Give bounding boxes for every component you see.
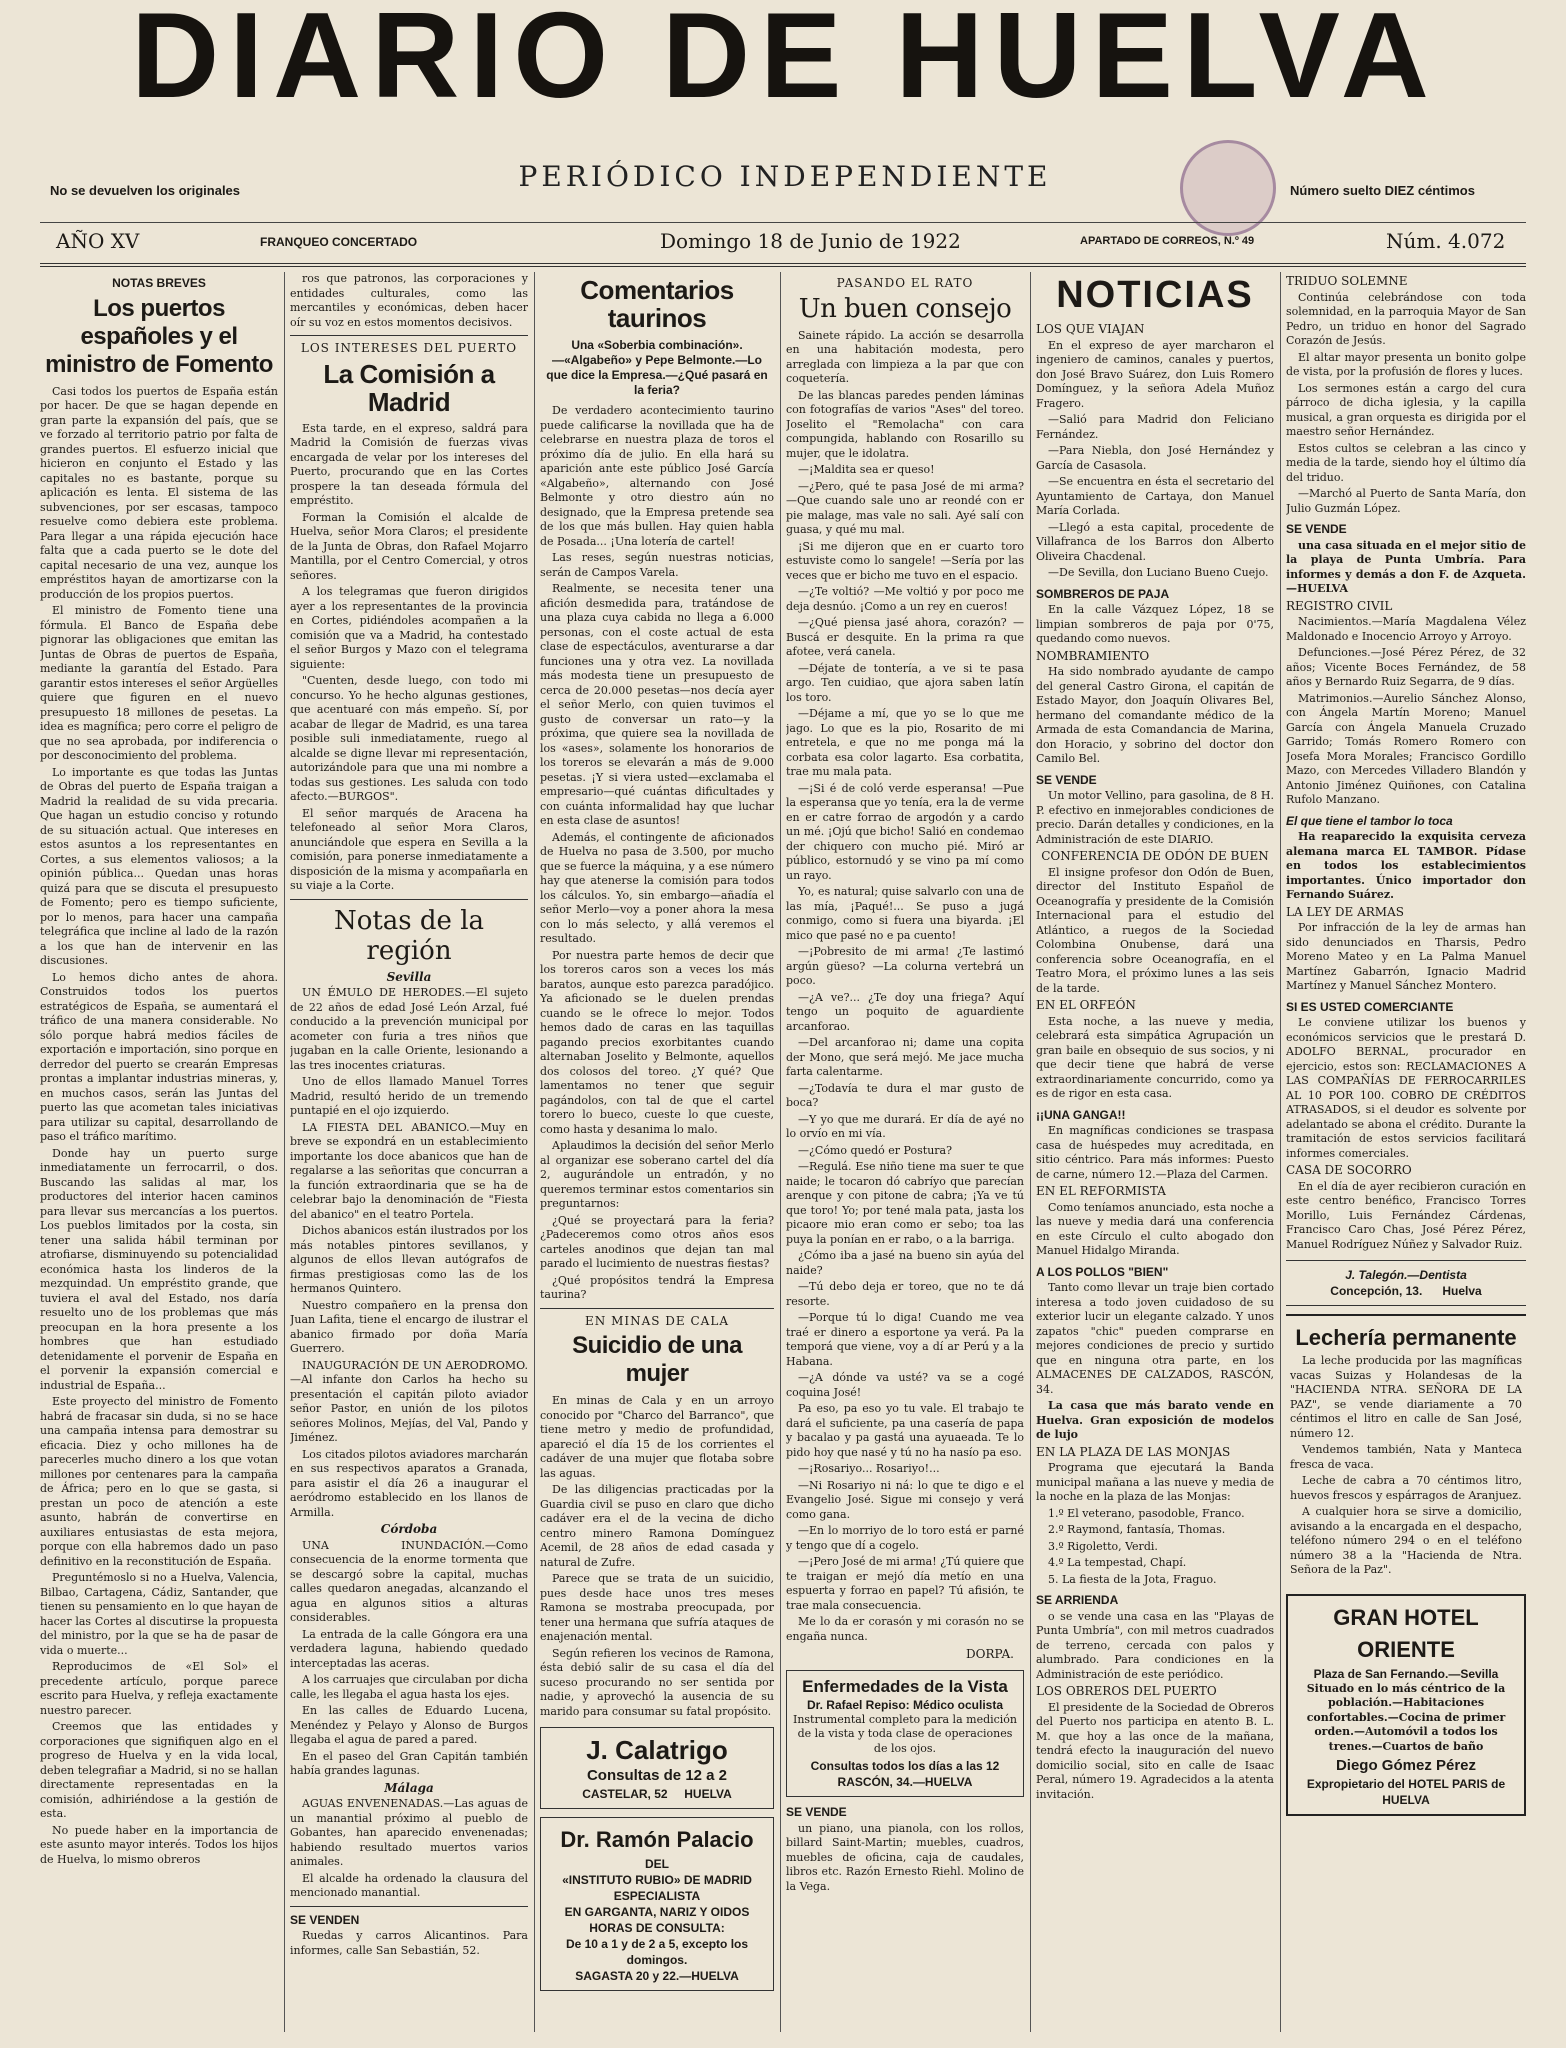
article-body	[40, 385, 278, 1868]
section-heading: SOMBREROS DE PAJA	[1036, 586, 1170, 601]
paragraph: —¿Cómo quedó er Postura?	[798, 1143, 952, 1157]
headline: Notas de la región	[333, 905, 485, 966]
kicker: EN MINAS DE CALA	[585, 1313, 729, 1328]
paragraph: 4.º La tempestad, Chapí.	[1048, 1556, 1187, 1569]
paragraph: Defunciones.—José Pérez Pérez, de 32 años; Vicente Boces Fernández, de 58 años y Bernardo Ruiz Segarra, de 9 días.	[1286, 646, 1526, 688]
article-body	[290, 1539, 528, 1779]
section-heading: SE VENDE	[1036, 772, 1097, 787]
article-body	[290, 422, 528, 894]
paragraph: —Marchó al Puerto de Santa María, don Julio Guzmán López.	[1286, 487, 1526, 515]
section-heading: LOS OBREROS DEL PUERTO	[1036, 1684, 1217, 1698]
paragraph: En las calles de Eduardo Lucena, Menéndez y Pelayo y Alonso de Burgos llegaba el agua de pared a pared.	[290, 1704, 528, 1746]
section-text	[1286, 615, 1526, 808]
paragraph: Estos cultos se celebran a las cinco y media de la tarde, siendo hoy el último día del triduo.	[1286, 441, 1526, 484]
paragraph: —¡Pobresito de mi arma! ¿Te lastimó argún güeso? —La colurna vertebrá un poco.	[786, 945, 1024, 987]
paragraph: Donde hay un puerto surge inmediatamente un ferrocarril, o dos. Buscando las salidas al mar, los productores del interior hacen caminos para llevar sus mercancías a los puertos. Los pueblos limitados por la costa, sin tener una salida hábil terminan por atrofiarse, disminuyendo su potencialidad económica hasta los linderos de la mezquindad. Un empréstito grande, que tuviera el aval del Estado, nos daría resuelto uno de los problemas que más preocupan en la hora presente a los hombres que han estudiado detenidamente el porvenir de España en el porvenir la expansión comercial e industrial de España...	[40, 1146, 278, 1392]
paragraph: Uno de ellos llamado Manuel Torres Madrid, resultó herido de un tremendo puntapié en el ojo izquierdo.	[290, 1075, 528, 1117]
section-heading: NOMBRAMIENTO	[1036, 648, 1150, 663]
paragraph: No puede haber en la importancia de este asunto mayor interés. Todos los hijos de Huelva, lo mismo obreros	[40, 1823, 278, 1866]
paragraph: —En lo morriyo de lo toro está er parné y tengo que dí a cogelo.	[786, 1524, 1024, 1552]
signature: DORPA.	[966, 1647, 1014, 1661]
paragraph: Los sermones están a cargo del cura párroco de dicha iglesia, y la capilla musical, a gran orquesta es dirigida por el maestro señor Hernández.	[1286, 381, 1526, 438]
paragraph: ¡Si me dijeron que en er cuarto toro estuviste como lo sangele! —Sería por las veces que er bicho me tuvo en el espacio.	[786, 539, 1024, 582]
section-text: En magníficas condiciones se traspasa casa de huéspedes muy acreditada, en sitio céntrico. Para más informes: Puesto de carne, número 12.—Plaza del Carmen.	[1036, 1124, 1274, 1181]
paragraph: —Y yo que me durará. Er día de ayé no lo orvío en mi vía.	[786, 1112, 1024, 1140]
paragraph: El alcalde ha ordenado la clausura del mencionado manantial.	[290, 1871, 528, 1899]
section-text	[1036, 339, 1274, 581]
column-6	[1286, 272, 1526, 2032]
paragraph: Pa eso, pa eso yo tu vale. El trabajo te dará el suficiente, pa una casería de papa y bacalao y pa gastá una ayuaeada. Te lo pido hoy que nasé y tú no ha nasío pa eso.	[786, 1402, 1024, 1459]
paragraph: ¿Qué se proyectará para la feria? ¿Padeceremos como otros años esos carteles anodinos que dejan tan mal parado el lucimiento de nuestras fiestas?	[540, 1213, 774, 1270]
paragraph: LA FIESTA DEL ABANICO.—Muy en breve se expondrá en un establecimiento importante los doce abanicos que han de regalarse a las señoritas que concurran a la función extraordinaria que se ha de celebrar bajo la denominación de "Fiesta del abanico" en el teatro Portela.	[290, 1120, 528, 1221]
headline: Suicidio de una mujer	[572, 1332, 742, 1387]
paragraph: —¡Maldita sea er queso!	[798, 463, 935, 476]
section-heading: REGISTRO CIVIL	[1286, 598, 1393, 613]
section-text: Tanto como llevar un traje bien cortado interesa a todo joven cuidadoso de su exterior lucir un elegante calzado. Y unos zapatos "chic" pueden comprarse en mejores condiciones de precio y surtido que en ninguna otra parte, en los ALMACENES DE CALZADOS, RASCÓN, 34.	[1036, 1281, 1274, 1396]
section-text: Ha sido nombrado ayudante de campo del general Castro Girona, el capitán de Estado Mayor, don Joaquín Olivares Bel, hermano del comandante médico de la Armada de esta Comandancia de Marina, don Horacio, y sobrino del doctor don Camilo Bel.	[1036, 665, 1274, 765]
paragraph: —¿A ve?... ¿Te doy una friega? Aquí tengo un poquito de aguardiente arcanforao.	[786, 990, 1024, 1033]
paragraph: —Tú debo deja er toreo, que no te dá resorte.	[786, 1280, 1024, 1308]
section-heading: TRIDUO SOLEMNE	[1286, 274, 1408, 288]
left-note: No se devuelven los originales	[50, 183, 241, 198]
paragraph: —¿Pero, qué te pasa José de mi arma? —Que cuando sale uno ar reondé con er pie malage, mas vale no sali. Ayé salí con guasa, y qué mu mal.	[786, 479, 1024, 536]
paragraph: A los carruajes que circulaban por dicha calle, les llegaba el agua hasta los ejes.	[290, 1673, 528, 1701]
paragraph: —¿Todavía te dura el mar gusto de boca?	[786, 1081, 1024, 1109]
kicker: LOS INTERESES DEL PUERTO	[300, 341, 518, 355]
column-4	[786, 272, 1024, 2032]
paragraph: —De Sevilla, don Luciano Bueno Cuejo.	[1048, 566, 1269, 579]
paragraph: ¿Qué propósitos tendrá la Empresa taurina?	[540, 1273, 774, 1301]
paragraph: Dichos abanicos están ilustrados por los más notables pintores sevillanos, y algunos de ellos llevan autógrafos de firmas prestigiosas como las de los hermanos Quintero.	[290, 1224, 528, 1295]
right-note: Número suelto DIEZ céntimos	[1290, 183, 1475, 198]
paragraph: Realmente, se necesita tener una afición desmedida para, tratándose de una plaza cuya cabida no llega a 6.000 personas, con el coste actual de esta clase de espectáculos, aventurarse a dar funciones una y otra vez. La novillada más modesta tiene un presupuesto de cerca de 20.000 pesetas—nos decía ayer el señor Merlo, con quien tuvimos el gusto de conversar un rato—y la próxima, que quiere sea la novillada de los «ases», solamente los honorarios de los toreros se elevarán a más de 9.000 pesetas. ¡Y si viera usted—exclamaba el empresario—qué cuántas dificultades y con cuánta informalidad hay que luchar en esta clase de asuntos!	[540, 582, 774, 827]
kicker: PASANDO EL RATO	[836, 276, 974, 290]
paragraph: ¿Cómo iba a jasé na bueno sin ayúa del naide?	[786, 1249, 1024, 1277]
section-heading: EN EL REFORMISTA	[1036, 1184, 1166, 1198]
paragraph: Esta tarde, en el expreso, saldrá para Madrid la Comisión de fuerzas vivas encargada de velar por los intereses del Puerto, procurando que en las Cortes prospere la tan deseada fórmula del empréstito.	[290, 421, 528, 507]
section-heading: SE VENDEN	[290, 1912, 360, 1927]
paragraph: —Regulá. Ese niño tiene ma suer te que naide; le tocaron dó cabríyo que parecían arenque y con pitone de cabra; ¡Ya ve tú que toro! Yo; por tené mala pata, jasta los picaore mio eran como er sebo; toa las puya la ponían en er rabo, o a la barriga.	[786, 1160, 1024, 1246]
section-text: Programa que ejecutará la Banda municipal mañana a las nueve y media de la noche en la plaza de las Monjas:	[1036, 1461, 1274, 1503]
headline: NOTICIAS	[1056, 274, 1254, 316]
ad-vista: Enfermedades de la Vista Dr. Rafael Repiso: Médico oculista Instrumental completo para la medición de la vista y toda clase de operaciones de los ojos. Consultas todos los días a las 12 RASCÓN, 34.—HUELVA	[786, 1670, 1024, 1798]
paragraph: De verdadero acontecimiento taurino puede calificarse la novillada que ha de celebrarse en nuestra plaza de toros el próximo día de julio. En ella hará su aparición ante este público José García «Algabeño», alternando con José Belmonte y otro diestro aún no designado, que la Empresa pretende sea de los que más bullen. Hay quien habla de Posada... ¡Una lotería de cartel!	[540, 404, 774, 548]
column-5	[1036, 272, 1274, 2032]
paragraph: De las diligencias practicadas por la Guardia civil se puso en claro que dicho cadáver era el de la vecina de dicho centro minero Ramona Domínguez Acemil, de 28 años de edad casada y natural de Zufre.	[540, 1483, 774, 1569]
column-3	[540, 272, 774, 2032]
postage: FRANQUEO CONCERTADO	[260, 235, 418, 249]
paragraph: De las blancas paredes penden láminas con fotografías de varios "Ases" del toreo. Joselito el "Remolacha" con cara compungida, hablando con Rosarillo su mujer, que le idolatra.	[786, 388, 1024, 460]
paragraph: —Déjate de tontería, a ve si te pasa argo. Ten cuidiao, que ajora saben latín los toro.	[786, 661, 1024, 704]
paragraph: Creemos que las entidades y corporaciones que signifiquen algo en el progreso de Huelva y en la vida local, deben telegrafiar a Madrid, si no se hallan directamente representadas en la comisión, adhiriéndose a la gestión de esta.	[40, 1720, 278, 1820]
paragraph: A los telegramas que fueron dirigidos ayer a los representantes de la provincia en Cortes, pidiéndoles acompañen a la comisión que va a Madrid, ha contestado el señor Burgos y Mazo con el telegrama siguiente:	[290, 585, 528, 671]
ad-dentist: J. Talegón.—Dentista Concepción, 13. Huelva	[1286, 1260, 1526, 1306]
column-rule	[1280, 272, 1281, 2032]
section-heading: El que tiene el tambor lo toca	[1286, 813, 1453, 828]
section-text: o se vende una casa en las "Playas de Punta Umbría", con mil metros cuadrados de terreno, cercada con palos y alumbrado. Para condiciones en la Administración de este periódico.	[1036, 1609, 1274, 1681]
headline: La Comisión a Madrid	[323, 358, 495, 417]
paragraph: Sainete rápido. La acción se desarrolla en una habitación modesta, pero arreglada con limpieza a la par que con coquetería.	[786, 328, 1024, 385]
paragraph: Por nuestra parte hemos de decir que los toreros caros son a veces los más baratos, aunque esto parezca paradójico. Ya aficionado se le duelen prendas cuando se le ofrece lo mejor. Todos hemos dado de caras en las taquillas pagando precios exorbitantes cuando alternaban Joselito y Belmonte, aquellos dos colosos del toreo. ¿Y qué? Que lamentamos no tener que seguir pagándolos, con tal de que el cartel torero lo bueco, cueste lo que cueste, como hasta y desanima lo malo.	[540, 948, 774, 1136]
paragraph: Me lo da er corasón y mi corasón no se engaña nunca.	[786, 1615, 1024, 1643]
paragraph: —Para Niebla, don José Hernández y García de Casasola.	[1036, 444, 1274, 472]
section-heading: SE VENDE	[786, 1805, 847, 1819]
paragraph: La entrada de la calle Góngora era una verdadera laguna, habiendo quedado interceptadas las aceras.	[290, 1627, 528, 1670]
city-heading: Sevilla	[386, 969, 432, 984]
paragraph: AGUAS ENVENENADAS.—Las aguas de un manantial próximo al pueblo de Gobantes, han aparecido envenenadas; habiendo resultado muertos varios animales.	[290, 1797, 528, 1868]
column-2	[290, 272, 528, 2032]
headline: Un buen consejo	[798, 293, 1012, 324]
paragraph: —Déjame a mí, que yo se lo que me jago. Lo que es la pio, Rosarito de mi entretela, e que no me ponga má la corbata esa color lagarto. Esa corbatita, trae mu mala pata.	[786, 707, 1024, 778]
paragraph: Según refieren los vecinos de Ramona, ésta debió salir de su casa el día del suceso procurando no ser sentida por nadie, y aprovechó la ausencia de su marido para consumar su fatal propósito.	[540, 1646, 774, 1718]
paragraph: Forman la Comisión el alcalde de Huelva, señor Mora Claros; el presidente de la Junta de Obras, don Rafael Mojarro Mantilla, por el Centro Comercial, y otros señores.	[290, 510, 528, 582]
paragraph: Yo, es natural; quise salvarlo con una de las mía, ¡Paqué!... Se puso a jugá conmigo, como si fuera una biyarda. ¡El mico que pasé no e pa cuento!	[786, 885, 1024, 942]
section-heading: LOS QUE VIAJAN	[1036, 322, 1145, 336]
section-heading: EN EL ORFEÓN	[1036, 998, 1136, 1012]
ad-hotel-oriente: GRAN HOTEL ORIENTE Plaza de San Fernando.—Sevilla Situado en lo más céntrico de la población.—Habitaciones confortables.—Cocina de primer orden.—Automóvil a todos los trenes.—Cuartos de baño Diego Gómez Pérez Expropietario del HOTEL PARIS de HUELVA	[1286, 1594, 1526, 1817]
headline: Comentarios taurinos	[580, 275, 734, 333]
headline: Los puertos españoles y el ministro de Fomento	[45, 294, 273, 378]
paragraph: 2.º Raymond, fantasía, Thomas.	[1048, 1523, 1226, 1536]
paragraph: UN ÉMULO DE HERODES.—El sujeto de 22 años de edad José León Arzal, fué conducido a la prevención municipal por acometer con furia a tres niños que jugaban en la calle Oriente, lesionando a las tres inocentes criaturas.	[290, 986, 528, 1072]
paragraph: Casi todos los puertos de España están por hacer. De que se hagan depende en gran parte la expansión del país, que se ve forzado al territorio patrio por falta de grandes puertos. El esfuerzo inicial que hicieron en conjunto el Estado y las capitales no es bastante, porque su aplicación es lenta. El sistema de las subvenciones, por ser escasas, tampoco resuelve como debiera este problema. Para llegar a una rápida ejecución hace falta que a cada puerto se le dote del capital necesario de una vez, aunque los empréstitos hayan de amortizarse con la producción de los propios puertos.	[40, 384, 278, 601]
section-heading: LA LEY DE ARMAS	[1286, 904, 1404, 919]
continued-text: ros que patronos, las corporaciones y entidades culturales, como las mercantiles y económicas, deben hacer oír su voz en estos momentos decisivos.	[290, 272, 528, 329]
section-heading: CASA DE SOCORRO	[1286, 1163, 1412, 1177]
issue-number: Núm. 4.072	[1386, 229, 1506, 253]
paragraph: UNA INUNDACIÓN.—Como consecuencia de la enorme tormenta que se descargó sobre la capital, muchas calles quedaron anegadas, alcanzando el agua en algunos sitios a alturas considerables.	[290, 1538, 528, 1624]
paragraph: "Cuenten, desde luego, con todo mi concurso. Yo he hecho algunas gestiones, que acentuaré con más empeño. Sí, por acabar de llegar de Madrid, es una tarea posible suli inmediatamente, ruego al alcalde se digne llevar mi representación, autorizándole para que una mi nombre a todas sus gestiones. Les saluda con todo afecto.—BURGOS".	[290, 674, 528, 803]
paragraph: INAUGURACIÓN DE UN AERODROMO.—Al infante don Carlos ha hecho su presentación el capitán piloto aviador señor Pastor, en unión de los pilotos señores Molinos, Mejías, del Val, Pando y Jiménez.	[290, 1358, 528, 1444]
ad-lecheria: Lechería permanente La leche producida por las magníficas vacas Suizas y Holandesas de la "HACIENDA NTRA. SEÑORA DE LA PAZ", se vende diariamente a 70 céntimos el litro en calle de San José, número 12. Vendemos también, Nata y Manteca fresca de vaca. Leche de cabra a 70 céntimos litro, huevos frescos y espárragos de Aranjuez. A cualquier hora se sirve a domicilio, avisando a la encargada en el despacho, teléfono número 294 o en el teléfono número 38 a la "Hacienda de Ntra. Señora de la Paz".	[1286, 1314, 1526, 1586]
kicker: NOTAS BREVES	[112, 276, 206, 290]
paragraph: 5. La fiesta de la Jota, Fraguo.	[1048, 1572, 1217, 1586]
paragraph: Lo hemos dicho antes de ahora. Construidos todos los puertos estratégicos de España, se aumentará el tráfico de una manera considerable. No sólo porque habrá medios fáciles de exportación e importación, sino porque en derredor del puerto se crearán Empresas prontas a implantar industrias mineras, y, en muchos casos, serán las Juntas del puerto las que acometan tales iniciativas para utilizar su capital, desarrollando de paso el tráfico marítimo.	[40, 970, 278, 1143]
paragraph: Nuestro compañero en la prensa don Juan Lafita, tiene el encargo de ilustrar el abanico firmado por doña María Guerrero.	[290, 1298, 528, 1355]
section-text: Como teníamos anunciado, esta noche a las nueve y media dará una conferencia en este Círculo el culto abogado don Manuel Hidalgo Miranda.	[1036, 1200, 1274, 1257]
article-body	[786, 329, 1024, 1645]
section-text: En la calle Vázquez López, 18 se limpian sombreros de paja por 0'75, quedando como nuevos.	[1036, 603, 1274, 645]
paragraph: Las reses, según nuestras noticias, serán de Campos Varela.	[540, 551, 774, 579]
paragraph: El altar mayor presenta un bonito golpe de vista, por la profusión de flores y luces.	[1286, 350, 1526, 378]
column-rule	[780, 272, 781, 2032]
section-text	[1286, 291, 1526, 517]
paragraph: —Porque tú lo diga! Cuando me vea traé er dinero a esportone ya verá. Pa la temporá que viene, voy a dí ar Perú y a la Habana.	[786, 1311, 1024, 1368]
paragraph: En el paseo del Gran Capitán también había grandes lagunas.	[290, 1749, 528, 1777]
paragraph: —¿A dónde va usté? va se a cogé coquina José!	[786, 1371, 1024, 1399]
paragraph: En minas de Cala y en un arroyo conocido por "Charco del Barranco", que tiene metro y medio de profundidad, apareció el día 15 de los corrientes el cadáver de una mujer que flotaba sobre las aguas.	[540, 1394, 774, 1480]
paragraph: Aplaudimos la decisión del señor Merlo al organizar ese soberano cartel del día 2, augurándole un entradón, y no queremos terminar estos comentarios sin preguntarnos:	[540, 1139, 774, 1210]
section-heading: A LOS POLLOS "BIEN"	[1036, 1264, 1169, 1279]
section-text: una casa situada en el mejor sitio de la playa de Punta Umbría. Para informes y demás a don F. de Azqueta.—HUELVA	[1286, 538, 1526, 595]
section-heading: SE ARRIENDA	[1036, 1593, 1119, 1607]
paragraph: —Salió para Madrid don Feliciano Fernández.	[1036, 413, 1274, 441]
section-text: En el día de ayer recibieron curación en este centro benéfico, Francisco Torres Morillo, Luis Fernández Cárdenas, Francisco Caro Chas, José Pérez Pérez, Manuel Rodríguez Núñez y Salvador Ruiz.	[1286, 1179, 1526, 1251]
paragraph: Los citados pilotos aviadores marcharán en sus respectivos aparatos a Granada, para asistir el día 26 a inaugurar el aeródromo establecido en los llanos de Armilla.	[290, 1447, 528, 1519]
section-text: un piano, una pianola, con los rollos, billard Saint-Martin; muebles, cuadros, muebles de oficina, caja de caudales, libros etc. Razón Ernesto Riehl. Molino de la Vega.	[786, 1821, 1024, 1893]
section-text: El insigne profesor don Odón de Buen, director del Instituto Español de Oceanografía y presidente de la Comisión Internacional para el estudio del Atlántico, a ruegos de la Sociedad Colombina Onubense, dará una conferencia sobre Oceanografía, en el Teatro Mora, el próximo lunes a las seis de la tarde.	[1036, 865, 1274, 995]
paragraph: —Ni Rosariyo ni ná: lo que te digo e el Evangelio José. Sigue mi consejo y verá como gana.	[786, 1478, 1024, 1521]
article-body	[540, 1394, 774, 1719]
column-rule	[534, 272, 535, 2032]
ad-calatrigo: J. Calatrigo Consultas de 12 a 2 CASTELAR, 52 HUELVA	[540, 1727, 774, 1809]
article-body	[290, 1797, 528, 1901]
ad-palacio: Dr. Ramón Palacio DEL «INSTITUTO RUBIO» DE MADRID ESPECIALISTA EN GARGANTA, NARIZ Y OIDOS HORAS DE CONSULTA: De 10 a 1 y de 2 a 5, excepto los domingos. SAGASTA 20 y 22.—HUELVA	[540, 1817, 774, 1991]
paragraph: Matrimonios.—Aurelio Sánchez Alonso, con Ángela Martín Moreno; Manuel García con Ángela Manuela Cruzado Garrido; Tomás Romero Romero con Josefa Mora Morales; Francisco Gordillo Mazo, con Mercedes Villadero Blandón y Antonio Jiménez Quiñones, con Catalina Rufolo Manzano.	[1286, 691, 1526, 806]
article-body	[540, 404, 774, 1303]
city-heading: Córdoba	[380, 1522, 438, 1536]
po-box: APARTADO DE CORREOS, N.º 49	[1080, 235, 1255, 247]
dateline	[40, 222, 1526, 267]
paragraph: 3.º Rigoletto, Verdi.	[1048, 1539, 1158, 1553]
paragraph: En el expreso de ayer marcharon el ingeniero de caminos, canales y puertos, don José Bravo Suárez, don Luis Romero Domínguez, y la señora Adela Muñoz Fragero.	[1036, 338, 1274, 410]
paragraph: Reproducimos de «El Sol» el precedente artículo, porque parece escrito para Huelva, y refleja exactamente nuestro parecer.	[40, 1660, 278, 1717]
paragraph: —¡Rosariyo... Rosariyo!...	[798, 1462, 940, 1475]
section-text: Un motor Vellino, para gasolina, de 8 H. P. efectivo en inmejorables condiciones de precio. Darán detalles y condiciones, en la Administración de este DIARIO.	[1036, 789, 1274, 846]
section-text: Ha reaparecido la exquisita cerveza alemana marca EL TAMBOR. Pídase en todos los establecimientos importantes. Único importador don Fernando Suárez.	[1286, 830, 1526, 901]
paragraph: —¿Qué piensa jasé ahora, corazón? —Buscá er desquite. En la prima ra que afotee, verá canela.	[786, 616, 1024, 658]
deck: Una «Soberbia combinación».—«Algabeño» y Pepe Belmonte.—Lo que dice la Empresa.—¿Qué pasará en la feria?	[546, 338, 768, 397]
paragraph: —¡Si é de coló verde esperansa! —Pue la esperansa que yo tenía, era la de verme en er catre forrao de argodón y a cardo un mé. ¡Ojú que bicho! Salió en condemao der chiquero con mucho pié. Miró ar público, estornudó y se vino pa mí como un rayo.	[786, 781, 1024, 882]
paragraph: Nacimientos.—María Magdalena Vélez Maldonado e Inocencio Arroyo y Arroyo.	[1286, 615, 1526, 643]
newspaper-title: DIARIO DE HUELVA	[131, 0, 1439, 123]
paragraph: 1.º El veterano, pasodoble, Franco.	[1048, 1506, 1245, 1520]
section-text: Le conviene utilizar los buenos y económicos servicios que le prestará D. ADOLFO BERNAL, procurador en ejercicio, estos son: RECLAMACIONES A LAS COMPAÑÍAS DE FERROCARRILES AL 10 POR 100. COBRO DE CRÉDITOS ATRASADOS, si el deudor es solvente por adelantado se abona el crédito. Durante la tramitación de estos servicios facilitará informes comerciales.	[1286, 1016, 1526, 1160]
section-text: La casa que más barato vende en Huelva. Gran exposición de modelos de lujo	[1036, 1399, 1274, 1441]
section-text: Ruedas y carros Alicantinos. Para informes, calle San Sebastián, 52.	[290, 1929, 528, 1957]
paragraph: —Del arcanforao ni; dame una copita der Mono, que será mejó. Me jace mucha farta calentarme.	[786, 1036, 1024, 1078]
paragraph: —¡Pero José de mi arma! ¿Tú quiere que te traigan er mejó día metío en una espuerta y forrao en papel? Tú afisión, te trae mala consecuencia.	[786, 1555, 1024, 1612]
city-heading: Málaga	[384, 1780, 434, 1795]
paragraph: —¿Te voltió? —Me voltió y por poco me deja desnúo. ¡Como a un rey en cueros!	[786, 585, 1024, 613]
article-body	[290, 986, 528, 1520]
column-rule	[284, 272, 285, 2032]
section-text: Esta noche, a las nueve y media, celebrará esta simpática Agrupación un gran baile en obsequio de sus socios, y ni que decir tiene que habrá de verse extraordinariamente concurrido, como ya es de rigor en esta casa.	[1036, 1014, 1274, 1100]
section-heading: EN LA PLAZA DE LAS MONJAS	[1036, 1444, 1231, 1459]
paragraph: El señor marqués de Aracena ha telefoneado al señor Mora Claros, anunciándole que espera en Sevilla a la comisión, para ponerse inmediatamente a disposición de la misma y acompañarla en su viaje a la Corte.	[290, 806, 528, 892]
program-list	[1036, 1507, 1274, 1588]
paragraph: Preguntémoslo si no a Huelva, Valencia, Bilbao, Cartagena, Cádiz, Santander, que tienen su pensamiento en lo que hayan de hacer las Cortes al discutirse la propuesta del ministro, por la que se ha de pasar de vida o muerte...	[40, 1571, 278, 1657]
section-heading: SI ES USTED COMERCIANTE	[1286, 999, 1454, 1014]
column-rule	[1030, 272, 1031, 2032]
paragraph: Este proyecto del ministro de Fomento habrá de fracasar sin duda, si no se hace una campaña intensa para demostrar su eficacia. Diez y ocho millones ha de parecerles mucho dinero a los que votan millones por centenares para la campaña de África; pero en lo que se gasta, si prestan un poco de atención a este asunto, habrán de convertirse en auxiliares entusiastas de esta mejora, porque con ella habremos dado un paso definitivo en la reconstitución de España.	[40, 1395, 278, 1568]
section-heading: ¡¡UNA GANGA!!	[1036, 1107, 1126, 1122]
year: AÑO XV	[56, 229, 140, 253]
paragraph: El ministro de Fomento tiene una fórmula. El Banco de España debe pignorar las obligaciones que emitan las Juntas de Obras de puertos de España, mediante la garantía del Estado. Para garantir estos intereses el señor Argüelles quiere que figuren en el nuevo presupuesto 18 millones de pesetas. La idea es magnífica; pero corre el peligro de que no sea aprobada, por indiferencia o por desconocimiento del problema.	[40, 604, 278, 762]
paragraph: Lo importante es que todas las Juntas de Obras del puerto de España traigan a Madrid la realidad de su vida precaria. Que hagan un estudio conciso y rotundo de su situación actual. Que intereses en estos asuntos a los representantes en Cortes, a sus elementos valiosos; a la opinión pública... Quedan unas horas quizá para que se discuta el presupuesto de Fomento; pero es tiempo suficiente, por lo menos, para hacer una campaña telegráfica que incline al lado de la razón a los que han de intervenir en las discusiones.	[40, 765, 278, 967]
section-heading: SE VENDE	[1286, 522, 1347, 536]
issue-date: Domingo 18 de Junio de 1922	[660, 229, 961, 253]
paragraph: Además, el contingente de aficionados de Huelva no pasa de 3.500, por mucho que se fuerce la máquina, y a ese número hay que atenerse la comisión para todos los cálculos. Yo, sin embargo—añadía el señor Merlo—voy a poner ahora la mesa con lo más selecto, y allá veremos el resultado.	[540, 830, 774, 945]
section-text: Por infracción de la ley de armas han sido denunciados en Tharsis, Pedro Moreno Mateo y en La Palma Manuel Martínez Gabarrón, Ignacio Madrid Martínez y Manuel Sánchez Montero.	[1286, 921, 1526, 992]
paragraph: —Llegó a esta capital, procedente de Villafranca de los Barros don Alberto Oliveira Chacdenal.	[1036, 520, 1274, 563]
column-1	[40, 272, 278, 2032]
paragraph: Parece que se trata de un suicidio, pues desde hace unos tres meses Ramona se mostraba preocupada, por tener una hermana que sufría ataques de enajenación mental.	[540, 1572, 774, 1643]
newspaper-subtitle: PERIÓDICO INDEPENDIENTE	[518, 160, 1052, 193]
paragraph: Continúa celebrándose con toda solemnidad, en la parroquia Mayor de San Pedro, un triduo en honor del Sagrado Corazón de Jesús.	[1286, 290, 1526, 347]
section-text: El presidente de la Sociedad de Obreros del Puerto nos participa en atento B. L. M. que hoy a las once de la mañana, tendrá efecto la inauguración del nuevo domicilio social, sito en calle de Isaac Peral, número 19. Agradecidos a la atenta invitación.	[1036, 1700, 1274, 1801]
section-heading: CONFERENCIA DE ODÓN DE BUEN	[1041, 849, 1269, 863]
paragraph: —Se encuentra en ésta el secretario del Ayuntamiento de Cartaya, don Manuel María Corlada.	[1036, 475, 1274, 517]
